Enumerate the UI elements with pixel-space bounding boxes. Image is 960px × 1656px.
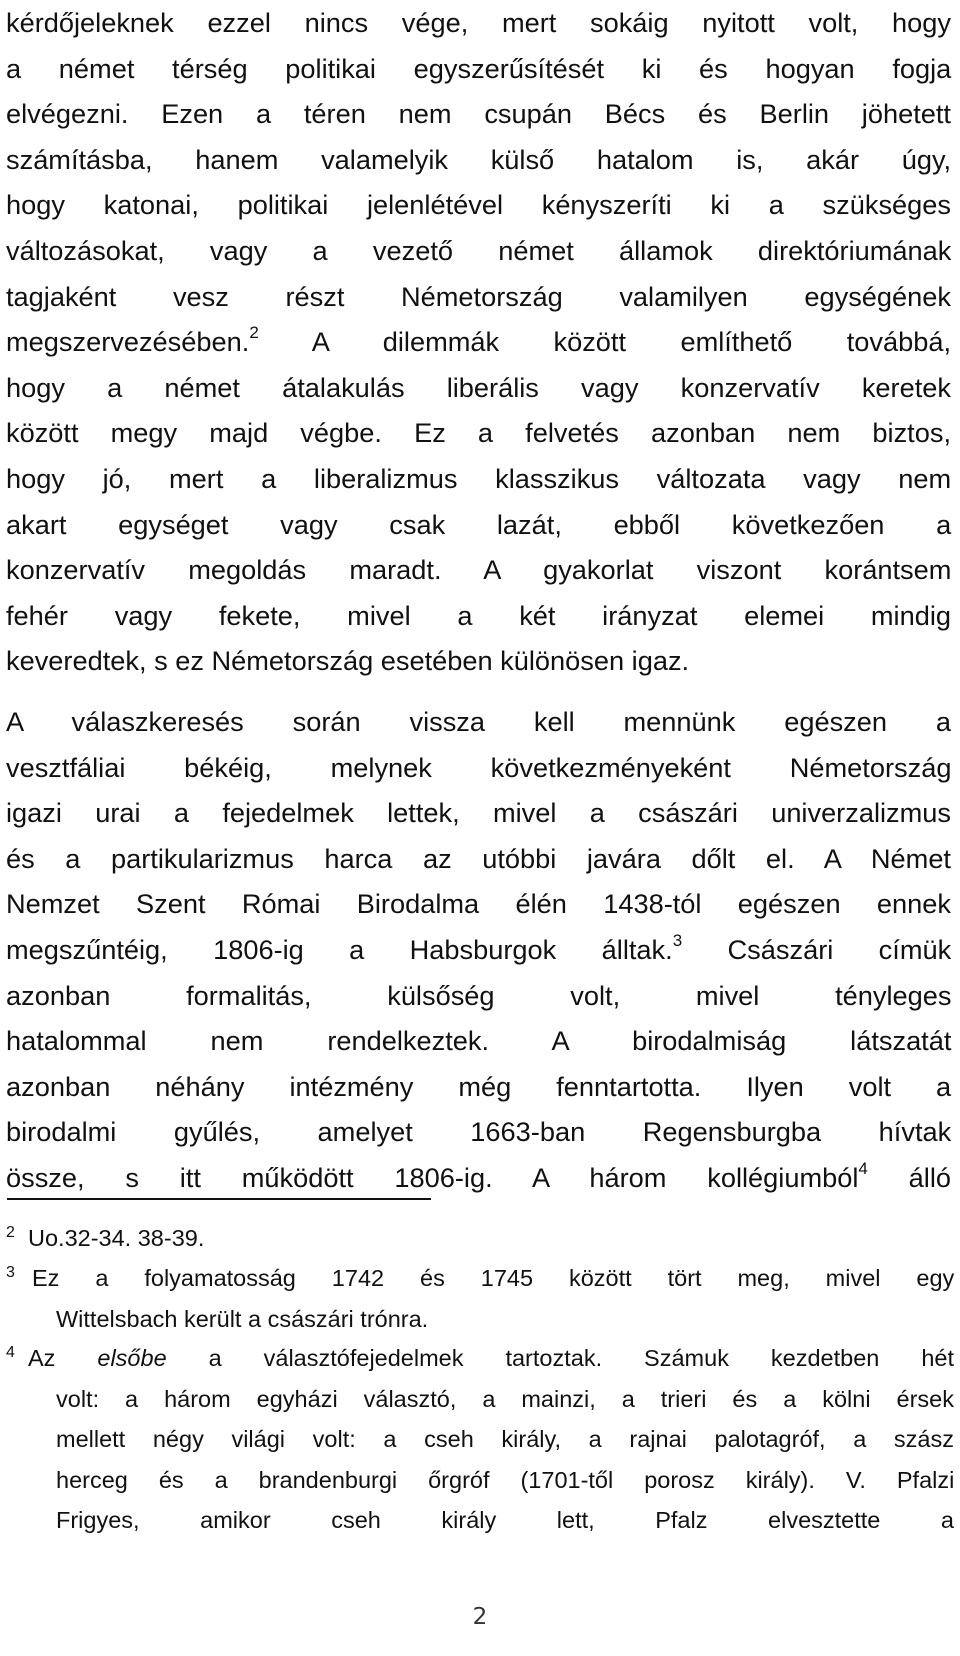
footnote-text-continued (56, 1379, 954, 1541)
text-segment: Császári címük (727, 933, 952, 965)
text-line: volt: a három egyházi választó, a mainzi, a trieri és a kölni érsek (56, 1385, 954, 1412)
text-line: Ez a folyamatosság 1742 és 1745 között tört meg, mivel egy (32, 1265, 955, 1291)
text-line: konzervatív megoldás maradt. A gyakorlat viszont korántsem (6, 554, 952, 586)
footnote-number: 4 (6, 1344, 15, 1361)
text-line (6, 927, 951, 973)
text-line: Nemzet Szent Római Birodalma élén 1438-tól egészen ennek (6, 888, 951, 920)
text-line: herceg és a brandenburgi őrgróf (1701-től porosz király). V. Pfalzi (56, 1466, 955, 1493)
text-line: Wittelsbach került a császári trónra. (56, 1305, 429, 1332)
text-line: és a partikularizmus harca az utóbbi javára dőlt el. A Német (6, 842, 951, 874)
text-line: Uo.32-34. 38-39. (28, 1225, 205, 1251)
text-segment: álló (908, 1161, 951, 1193)
page-number: 2 (472, 1604, 488, 1630)
text-line (28, 1338, 954, 1379)
footnote-ref[interactable]: 3 (672, 930, 683, 950)
text-line: hogy jó, mert a liberalizmus klasszikus változata vagy nem (6, 462, 952, 494)
text-line: igazi urai a fejedelmek lettek, mivel a császári univerzalizmus (6, 797, 951, 829)
text-line: hogy katonai, politikai jelenlétével kényszeríti ki a szükséges (6, 189, 951, 221)
text-line: hogy a német átalakulás liberális vagy konzervatív keretek (6, 371, 951, 403)
footnote-separator (7, 1198, 431, 1200)
text-line: azonban néhány intézmény még fenntartotta. Ilyen volt a (6, 1070, 952, 1102)
footnote-text (28, 1338, 954, 1379)
text-line: elvégezni. Ezen a téren nem csupán Bécs és Berlin jöhetett (6, 98, 951, 130)
text-line: Frigyes, amikor cseh király lett, Pfalz elvesztette a (56, 1507, 954, 1533)
text-segment: megszervezésében. (6, 326, 250, 358)
text-line: változásokat, vagy a vezető német államok direktóriumának (6, 234, 952, 266)
text-line: vesztfáliai békéig, melynek következményeként Németország (6, 751, 952, 783)
text-segment: össze, s itt működött 1806-ig. A három kollégiumból (6, 1161, 859, 1193)
text-segment: a választófejedelmek tartoztak. Számuk kezdetben hét (166, 1345, 954, 1371)
text-segment: Az (28, 1345, 98, 1371)
text-line (6, 319, 951, 365)
text-line (6, 1155, 951, 1201)
text-line: hatalommal nem rendelkeztek. A birodalmiság látszatát (6, 1025, 952, 1057)
text-line: tagjaként vesz részt Németország valamilyen egységének (6, 280, 951, 312)
footnote-number: 3 (6, 1264, 15, 1281)
text-segment: A dilemmák között említhető továbbá, (311, 326, 951, 358)
text-line: mellett négy világi volt: a cseh király, a rajnai palotagróf, a szász (56, 1426, 954, 1452)
text-line: azonban formalitás, külsőség volt, mivel tényleges (6, 979, 952, 1011)
footnote-ref[interactable]: 4 (858, 1158, 868, 1178)
text-line: fehér vagy fekete, mivel a két irányzat elemei mindig (6, 599, 951, 631)
text-line: kérdőjeleknek ezzel nincs vége, mert sokáig nyitott volt, hogy (6, 7, 951, 38)
text-line: között megy majd végbe. Ez a felvetés azonban nem biztos, (6, 417, 951, 449)
footnote-ref[interactable]: 2 (249, 323, 259, 343)
paragraph-2 (6, 699, 951, 1201)
text-line: birodalmi gyűlés, amelyet 1663-ban Regensburgba hívtak (6, 1116, 952, 1148)
text-line: akart egységet vagy csak lazát, ebből következően a (6, 508, 952, 540)
text-segment: megszűntéig, 1806-ig a Habsburgok álltak. (6, 933, 673, 965)
footnote-text-continued (56, 1299, 954, 1340)
text-line: keveredtek, s ez Németország esetében különösen igaz. (6, 645, 690, 677)
footnote-text (32, 1258, 954, 1299)
text-line: a német térség politikai egyszerűsítését ki és hogyan fogja (6, 52, 952, 84)
paragraph-1 (6, 0, 951, 684)
emphasis-text: elsőbe (97, 1345, 167, 1371)
footnote-text (28, 1218, 954, 1259)
text-line: számításba, hanem valamelyik külső hatalom is, akár úgy, (6, 143, 952, 175)
text-line: A válaszkeresés során vissza kell mennünk egészen a (6, 706, 951, 737)
footnote-number: 2 (6, 1224, 15, 1241)
